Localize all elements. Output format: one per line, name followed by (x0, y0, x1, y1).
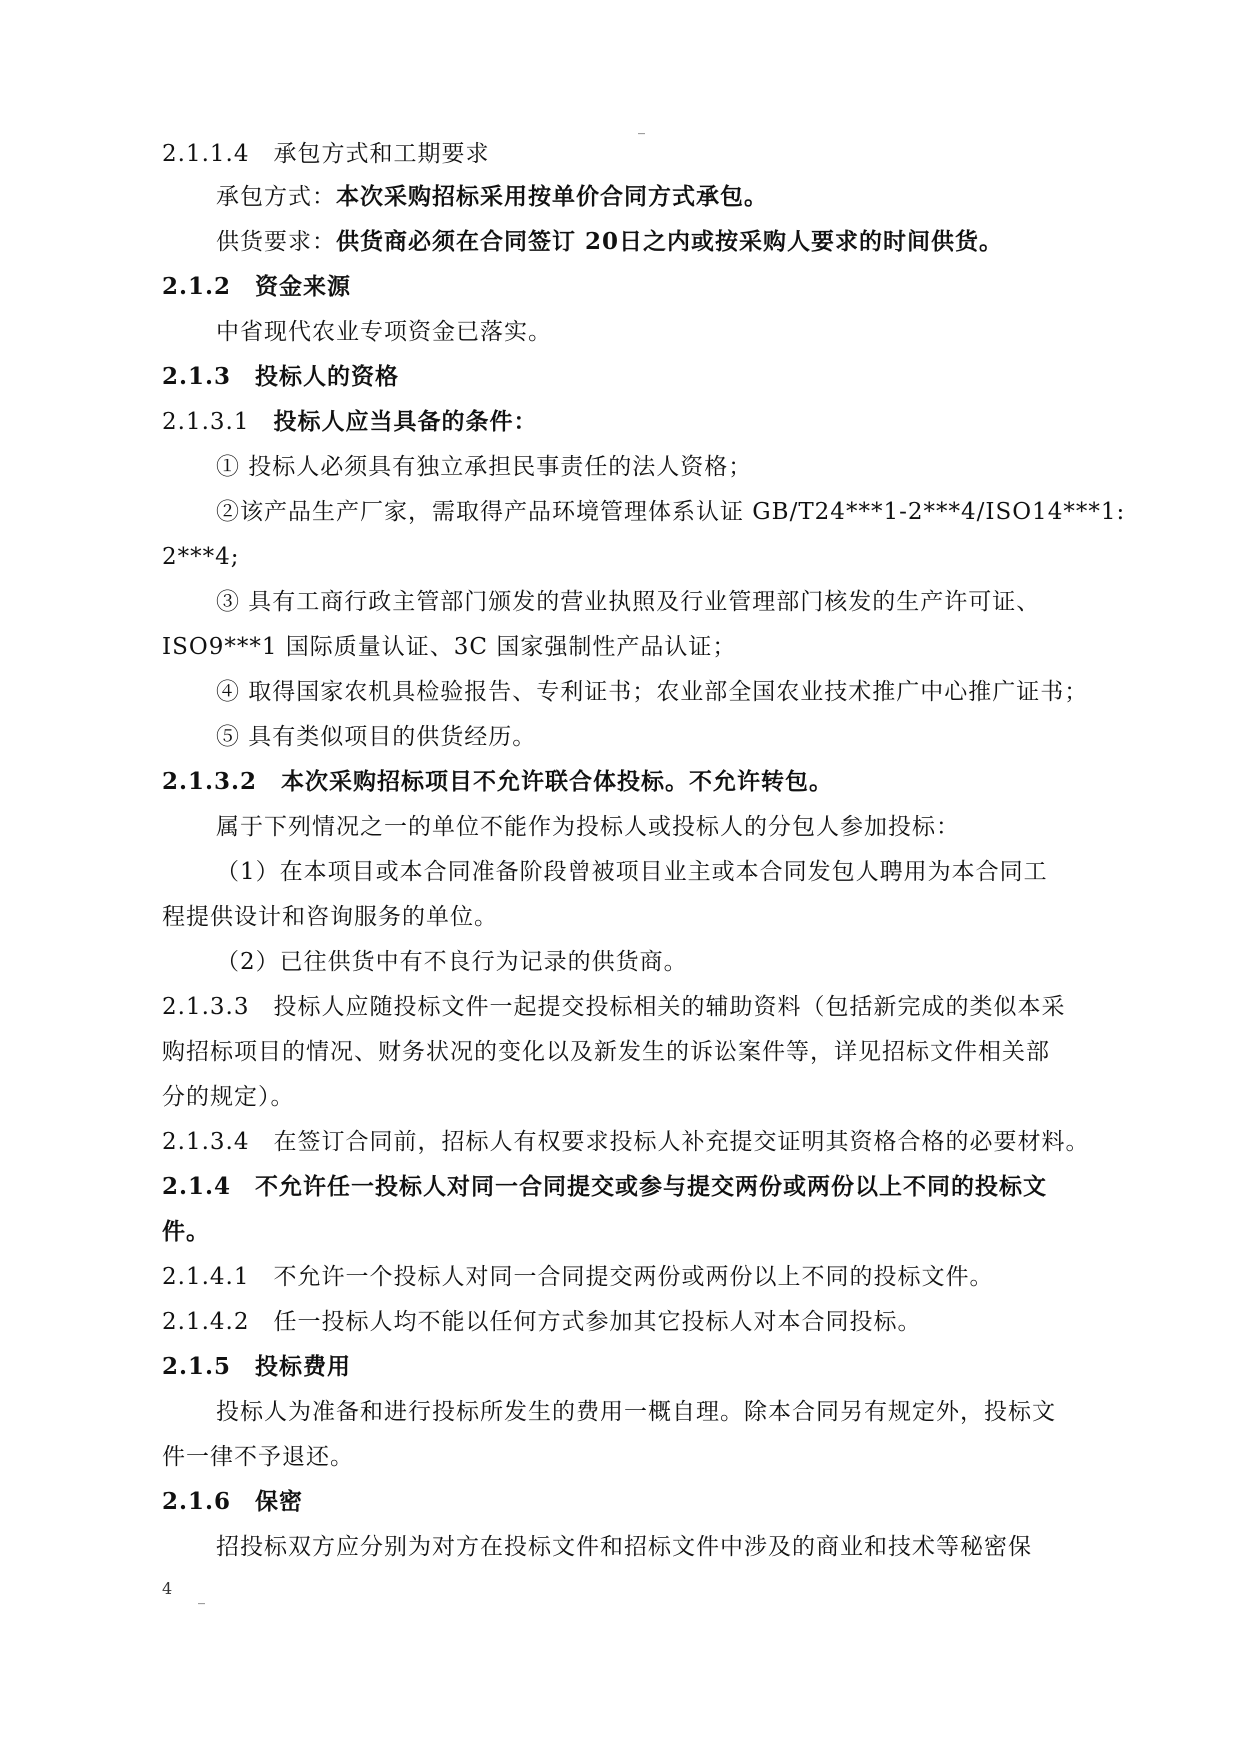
section-2-1-3-1-title: 投标人应当具备的条件： (273, 408, 538, 435)
condition-item-2: ②该产品生产厂家，需取得产品环境管理体系认证 GB/T24***1-2***4/ISO14***1: (216, 499, 1126, 525)
section-2-1-3-3-text: 2.1.3.3 投标人应随投标文件一起提交投标相关的辅助资料（包括新完成的类似本采 (162, 994, 1066, 1020)
section-2-1-4-2-text: 2.1.4.2 任一投标人均不能以任何方式参加其它投标人对本合同投标。 (162, 1309, 922, 1335)
bid-cost-text: 投标人为准备和进行投标所发生的费用一概自理。除本合同另有规定外，投标文 (216, 1399, 1056, 1425)
section-2-1-3-1-line (162, 408, 537, 436)
supply-requirement-label: 供货要求： (216, 229, 336, 255)
section-2-1-3-3-text-line-2: 购招标项目的情况、财务状况的变化以及新发生的诉讼案件等，详见招标文件相关部 (162, 1039, 1050, 1065)
contract-mode-label: 承包方式： (216, 184, 336, 210)
condition-item-3-continued: ISO9***1 国际质量认证、3C 国家强制性产品认证； (162, 634, 737, 660)
section-2-1-3-4-text: 2.1.3.4 在签订合同前，招标人有权要求投标人补充提交证明其资格合格的必要材料。 (162, 1129, 1090, 1155)
bid-cost-text-continued: 件一律不予退还。 (162, 1444, 354, 1470)
page-number: 4 (162, 1579, 173, 1598)
condition-item-3: ③ 具有工商行政主管部门颁发的营业执照及行业管理部门核发的生产许可证、 (216, 589, 1041, 615)
section-2-1-3-2-heading: 2.1.3.2 本次采购招标项目不允许联合体投标。不允许转包。 (162, 768, 834, 795)
section-2-1-4-1-text: 2.1.4.1 不允许一个投标人对同一合同提交两份或两份以上不同的投标文件。 (162, 1264, 994, 1290)
footer-mark: _ (198, 1589, 205, 1605)
section-2-1-4-heading: 2.1.4 不允许任一投标人对同一合同提交或参与提交两份或两份以上不同的投标文 (162, 1173, 1048, 1200)
section-2-1-3-1-number: 2.1.3.1 (162, 409, 274, 435)
section-2-1-3-3-text-line-3: 分的规定）。 (162, 1084, 295, 1110)
contract-mode-value: 本次采购招标采用按单价合同方式承包。 (336, 183, 768, 210)
section-2-1-5-heading: 2.1.5 投标费用 (162, 1353, 352, 1380)
section-2-1-1-4-heading: 2.1.1.4 承包方式和工期要求 (162, 141, 490, 167)
condition-item-5: ⑤ 具有类似项目的供货经历。 (216, 724, 537, 750)
contract-mode-line (216, 183, 768, 211)
condition-item-1: ① 投标人必须具有独立承担民事责任的法人资格； (216, 454, 753, 480)
supply-requirement-line (216, 228, 1003, 256)
section-2-1-3-heading: 2.1.3 投标人的资格 (162, 363, 400, 390)
exclusion-item-1-continued: 程提供设计和咨询服务的单位。 (162, 904, 498, 930)
confidentiality-text: 招投标双方应分别为对方在投标文件和招标文件中涉及的商业和技术等秘密保 (216, 1534, 1032, 1560)
supply-requirement-value: 供货商必须在合同签订 20日之内或按采购人要求的时间供货。 (336, 228, 1004, 255)
exclusion-item-2: （2）已往供货中有不良行为记录的供货商。 (216, 949, 688, 975)
section-2-1-2-heading: 2.1.2 资金来源 (162, 273, 352, 300)
condition-item-2-continued: 2***4; (162, 544, 240, 570)
condition-item-4: ④ 取得国家农机具检验报告、专利证书；农业部全国农业技术推广中心推广证书； (216, 679, 1089, 705)
exclusion-intro-text: 属于下列情况之一的单位不能作为投标人或投标人的分包人参加投标： (216, 814, 960, 840)
funding-source-text: 中省现代农业专项资金已落实。 (216, 319, 552, 345)
section-2-1-6-heading: 2.1.6 保密 (162, 1488, 304, 1515)
section-2-1-4-heading-continued: 件。 (162, 1218, 210, 1245)
exclusion-item-1: （1）在本项目或本合同准备阶段曾被项目业主或本合同发包人聘用为本合同工 (216, 859, 1048, 885)
header-mark: _ (638, 119, 645, 135)
